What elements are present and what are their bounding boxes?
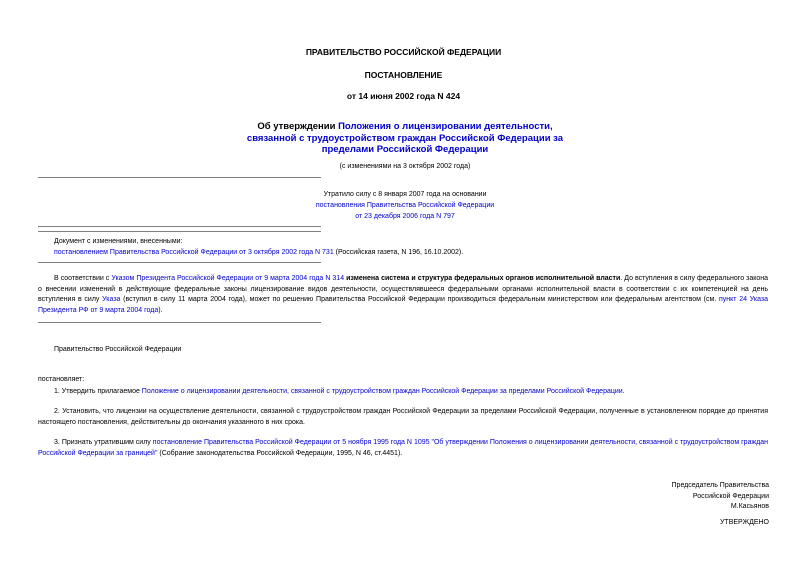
clause-3-link[interactable]: постановление Правительства Российской Федерации от 5 ноября 1995 года N 1095 "Об утверждении Положения о лицензировании деятельности, связанной с трудоустройством граждан Российской Федерации за границей" bbox=[38, 439, 768, 457]
divider bbox=[38, 231, 321, 232]
amendments-heading: Документ с изменениями, внесенными: bbox=[54, 238, 183, 245]
clause-1-link[interactable]: Положение о лицензировании деятельности, связанной с трудоустройством граждан Российской Федерации за пределами Российской Федерации bbox=[141, 388, 623, 395]
note-text: (вступил в силу 11 марта 2004 года), может по решению Правительства Российской Федерации производиться федеральным министерством или федеральным агентством (см. bbox=[120, 296, 719, 303]
clause-3 bbox=[38, 438, 768, 459]
document-type: ПОСТАНОВЛЕНИЕ bbox=[364, 70, 443, 80]
note-link-decree-short[interactable]: Указа bbox=[102, 296, 121, 303]
body-decides: постановляет: bbox=[38, 376, 85, 383]
amendments-entry bbox=[54, 247, 774, 258]
note-bold-text: изменена система и структура федеральных органов исполнительной власти bbox=[344, 275, 621, 282]
title-link-line3[interactable]: пределами Российской Федерации bbox=[321, 144, 489, 155]
expired-link-line1[interactable]: постановления Правительства Российской Федерации bbox=[315, 202, 495, 209]
changes-note: (с изменениями на 3 октября 2002 года) bbox=[339, 163, 471, 170]
title-link-line2[interactable]: связанной с трудоустройством граждан Российской Федерации за bbox=[246, 132, 564, 144]
clause-3-text: 3. Признать утратившим силу bbox=[54, 439, 153, 446]
note-text: ). bbox=[158, 306, 163, 314]
government-heading: ПРАВИТЕЛЬСТВО РОССИЙСКОЙ ФЕДЕРАЦИИ bbox=[305, 47, 502, 57]
divider bbox=[38, 322, 321, 323]
note-text: . До вступления в силу федерального закона о внесении изменений в действующие федеральные законы лицензирование видов деятельности, осуществлявшееся федеральными органами исполнительной власти в соответствии с их компетенцией на день вступления в силу bbox=[38, 275, 769, 303]
amendment-link[interactable]: постановлением Правительства Российской Федерации от 3 октября 2002 года N 731 bbox=[54, 249, 334, 256]
amendment-source: (Российская газета, N 196, 16.10.2002). bbox=[333, 249, 464, 256]
divider bbox=[38, 226, 321, 227]
title-link-line1[interactable]: Положения о лицензировании деятельности, bbox=[338, 121, 553, 132]
approved-label: УТВЕРЖДЕНО bbox=[719, 519, 769, 526]
document-title bbox=[200, 121, 610, 156]
clause-1-text: 1. Утвердить прилагаемое bbox=[54, 388, 142, 395]
expired-text: Утратило силу с 8 января 2007 года на основании bbox=[323, 191, 487, 198]
signature-country: Российской Федерации bbox=[692, 492, 769, 500]
document-date-number: от 14 июня 2002 года N 424 bbox=[346, 91, 461, 101]
amendments-block bbox=[54, 236, 774, 258]
note-link-clause[interactable]: пункт 24 Указа Президента РФ от 9 марта 2004 года bbox=[38, 296, 768, 314]
divider bbox=[38, 177, 321, 178]
clause-2: 2. Установить, что лицензии на осуществление деятельности, связанной с трудоустройством граждан Российской Федерации за пределами Российской Федерации, полученные в установленном порядке до принятия настоящего постановления, действительны до окончания указанного в них срока. bbox=[38, 408, 768, 426]
note-link-decree[interactable]: Указом Президента Российской Федерации от 9 марта 2004 года N 314 bbox=[111, 275, 345, 282]
expired-note bbox=[250, 189, 560, 222]
clause-3-source: (Собрание законодательства Российской Федерации, 1995, N 46, ст.4451). bbox=[157, 449, 403, 457]
body-government: Правительство Российской Федерации bbox=[54, 346, 182, 353]
signature-name: М.Касьянов bbox=[730, 503, 769, 510]
note-text: В соответствии с bbox=[54, 275, 112, 282]
expired-link-line2[interactable]: от 23 декабря 2006 года N 797 bbox=[355, 213, 455, 220]
editorial-note bbox=[38, 274, 768, 316]
clause-1 bbox=[38, 387, 768, 398]
divider bbox=[38, 262, 321, 263]
clause-1-end: . bbox=[622, 388, 625, 395]
title-prefix: Об утверждении bbox=[257, 121, 339, 132]
signature-position: Председатель Правительства bbox=[671, 482, 769, 489]
signature-block bbox=[672, 481, 769, 513]
